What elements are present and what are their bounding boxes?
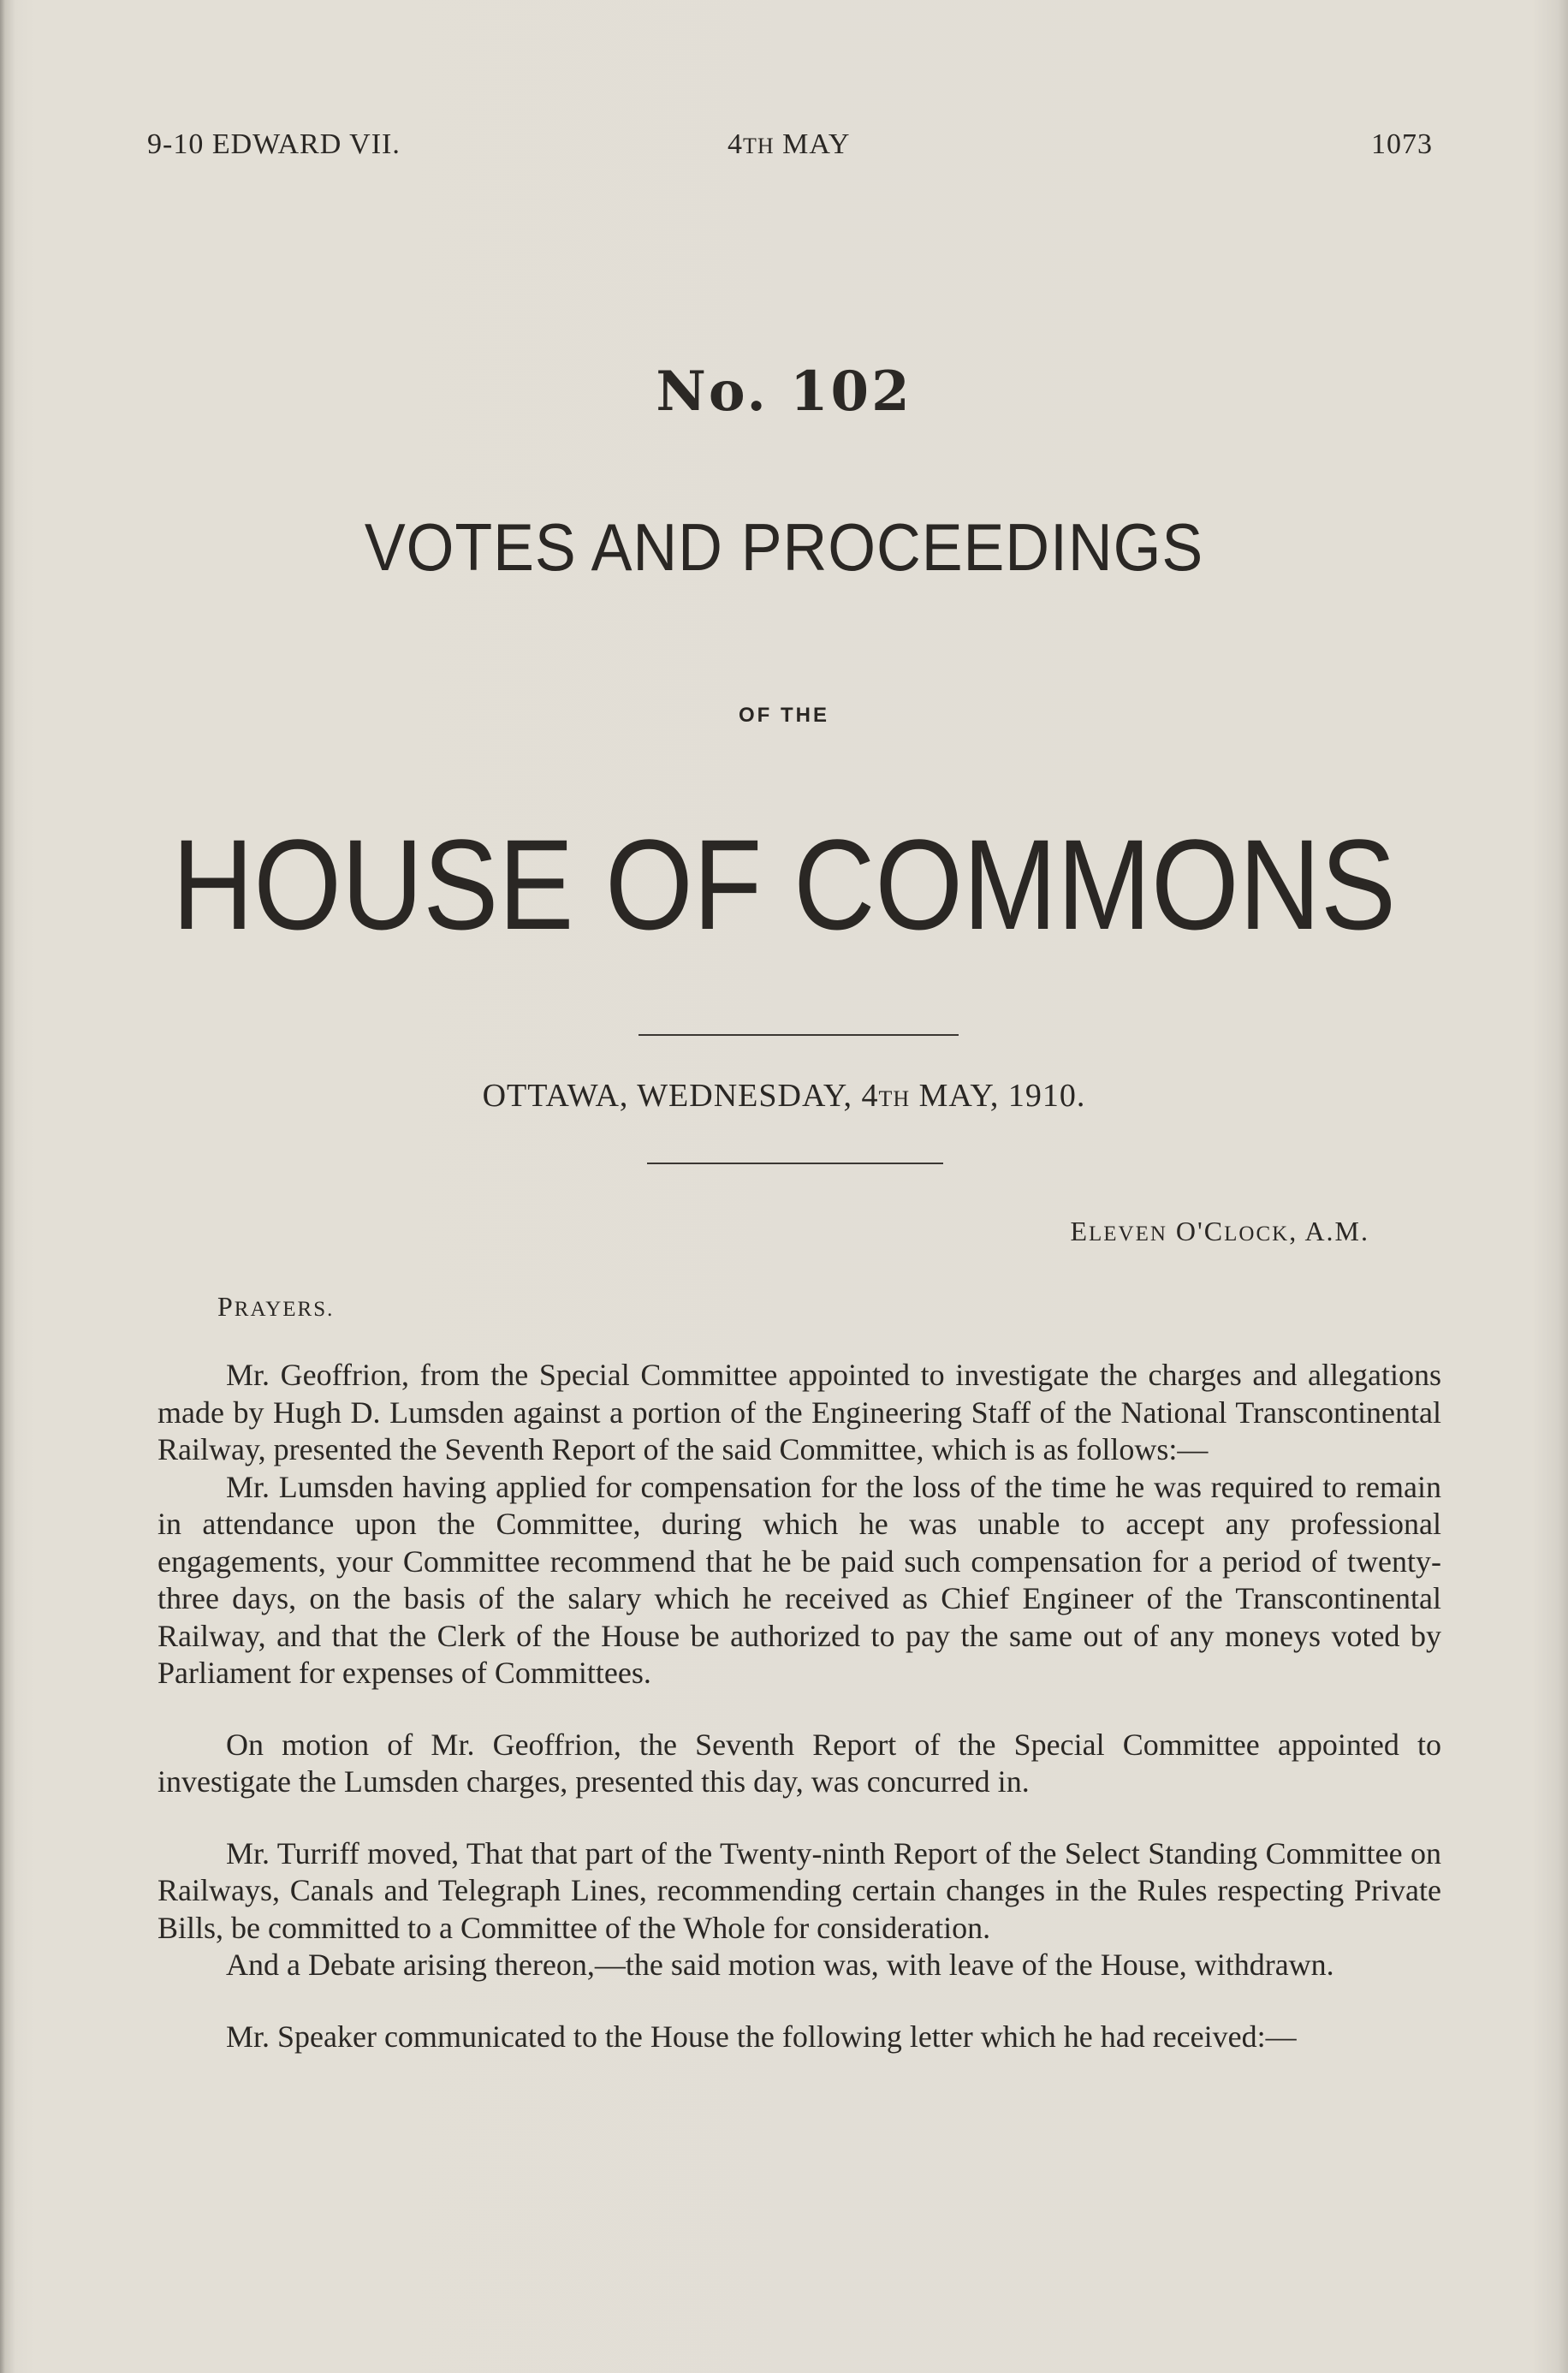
time-e: E (1070, 1216, 1089, 1246)
issue-number: No. 102 (656, 360, 912, 424)
proceedings-body (157, 1357, 1441, 2055)
house-title: HOUSE OF COMMONS (171, 812, 1397, 956)
title-connector: OF THE (739, 704, 829, 727)
page-number: 1073 (1371, 128, 1433, 160)
prayers-initial: P (217, 1291, 235, 1322)
time-am: , A.M. (1289, 1216, 1369, 1246)
divider-rule-bottom (647, 1163, 943, 1164)
dateline (0, 1077, 1568, 1115)
dateline-month-year: MAY, 1910. (910, 1078, 1086, 1114)
running-head (147, 128, 1433, 171)
paragraph-turriff-motion: Mr. Turriff moved, That that part of the Twenty-ninth Report of the Select Standing Committee on Railways, Canals and Telegraph Lines, recommending certain changes in the Rules respecting Private Bills, be committed to a Committee of the Whole for consideration. (157, 1835, 1441, 1945)
paragraph-speaker-letter: Mr. Speaker communicated to the House the following letter which he had received:— (226, 2019, 1297, 2054)
running-head-date (728, 128, 850, 161)
paragraph-motion-concurred: On motion of Mr. Geoffrion, the Seventh Report of the Special Committee appointed to investigate the Lumsden charges, presented this day, was concurred in. (157, 1727, 1441, 1799)
prayers-heading (217, 1291, 334, 1323)
paragraph-debate-withdrawn: And a Debate arising thereon,—the said motion was, with leave of the House, withdrawn. (226, 1948, 1334, 1982)
dateline-main: OTTAWA, WEDNESDAY, 4 (482, 1078, 879, 1114)
paragraph-committee-report: Mr. Geoffrion, from the Special Committee appointed to investigate the charges and allegations made by Hugh D. Lumsden against a portion of the Engineering Staff of the National Transcontinental Railway, presented the Seventh Report of the said Committee, which is as follows:— (157, 1358, 1441, 1466)
time-leven: LEVEN (1089, 1222, 1167, 1246)
running-head-regnal-year: 9-10 EDWARD VII. (147, 128, 401, 160)
running-head-day-suffix: TH (743, 134, 775, 158)
time-lock: LOCK (1224, 1222, 1290, 1246)
prayers-rest: RAYERS. (234, 1298, 335, 1321)
running-head-month: MAY (774, 128, 851, 160)
paragraph-lumsden-compensation: Mr. Lumsden having applied for compensation for the loss of the time he was required to remain in attendance upon the Committee, during which he was unable to accept any professional engagements, your Committee recommend that he be paid such compensation for a period of twenty-three days, on the basis of the salary which he received as Chief Engineer of the Transcontinental Railway, and that the Clerk of the House be authorized to pay the same out of any moneys voted by Parliament for expenses of Committees. (157, 1469, 1441, 1690)
dateline-day-suffix: TH (878, 1086, 911, 1111)
running-head-day: 4 (728, 128, 743, 160)
time-oc: O'C (1167, 1216, 1225, 1246)
divider-rule-top (638, 1034, 959, 1036)
document-title: VOTES AND PROCEEDINGS (364, 509, 1204, 585)
sitting-time (1070, 1216, 1369, 1247)
